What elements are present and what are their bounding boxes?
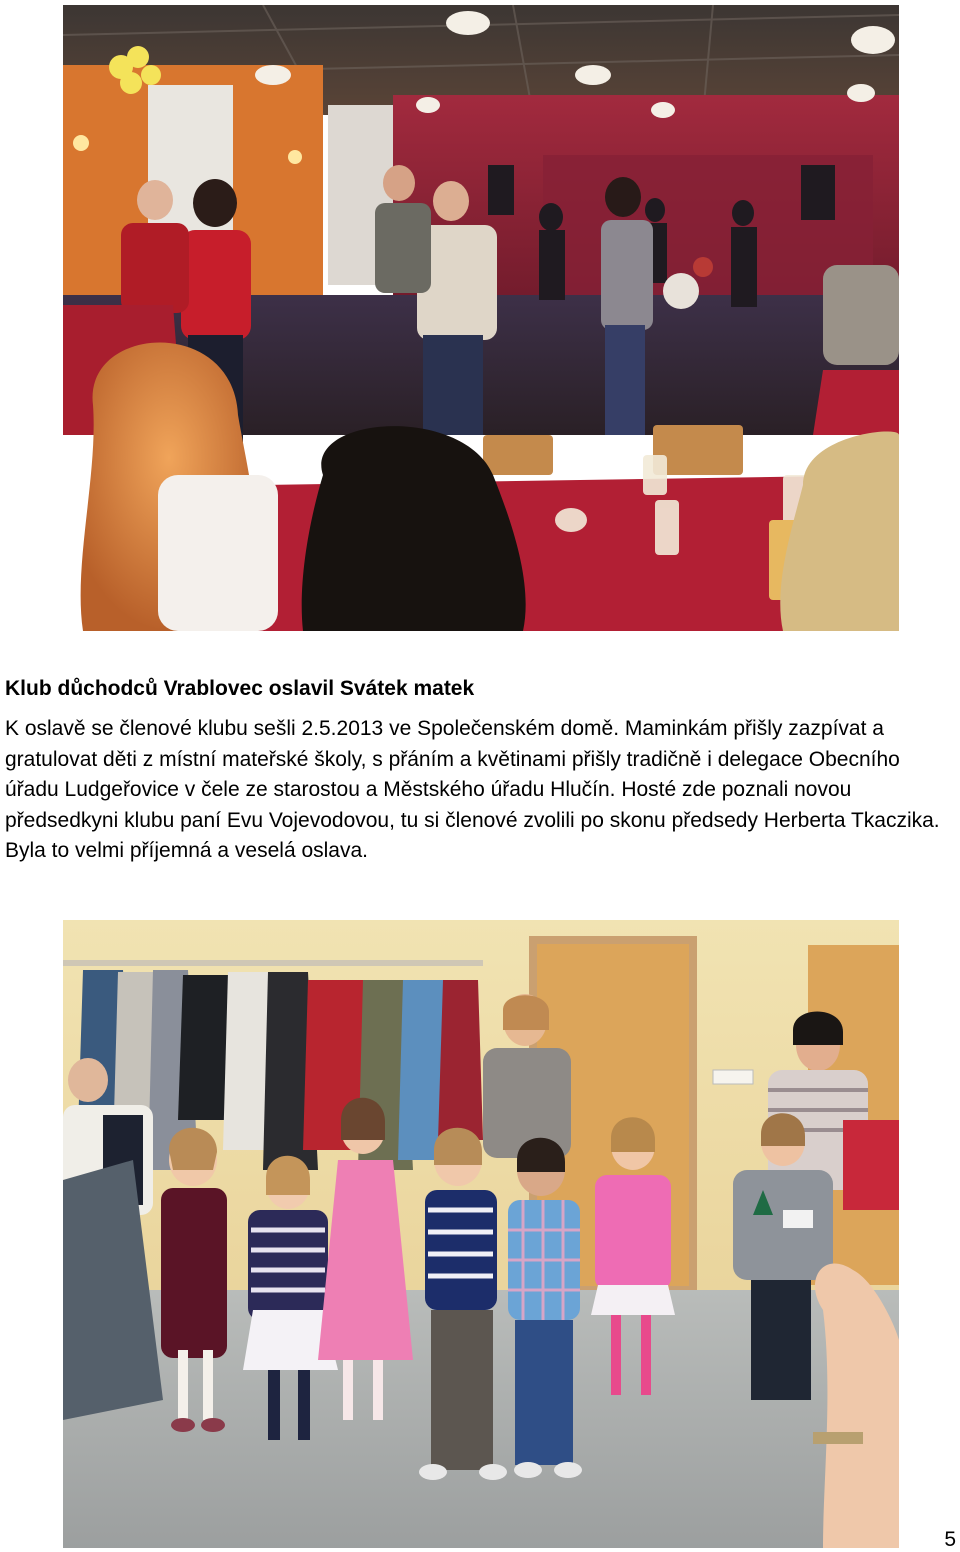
party-photo-icon (63, 5, 899, 631)
article-title: Klub důchodců Vrablovec oslavil Svátek matek (5, 677, 475, 700)
children-performance-photo-icon (63, 920, 899, 1548)
party-photo (63, 5, 899, 631)
page-number: 5 (944, 1528, 956, 1551)
children-performance-photo (63, 920, 899, 1548)
article-body: K oslavě se členové klubu sešli 2.5.2013 ve Společenském domě. Maminkám přišly zazpívat a gratulovat děti z místní mateřské školy, s přáním a květinami přišly tradičně i delegace Obecního úřadu Ludgeřovice v čele ze starostou a Městského úřadu Hlučín. Hosté zde poznali novou předsedkyni klubu paní Evu Vojevodovou, tu si členové zvolili po skonu předsedy Herberta Tkaczika. Byla to velmi příjemná a veselá oslava. (5, 717, 940, 862)
